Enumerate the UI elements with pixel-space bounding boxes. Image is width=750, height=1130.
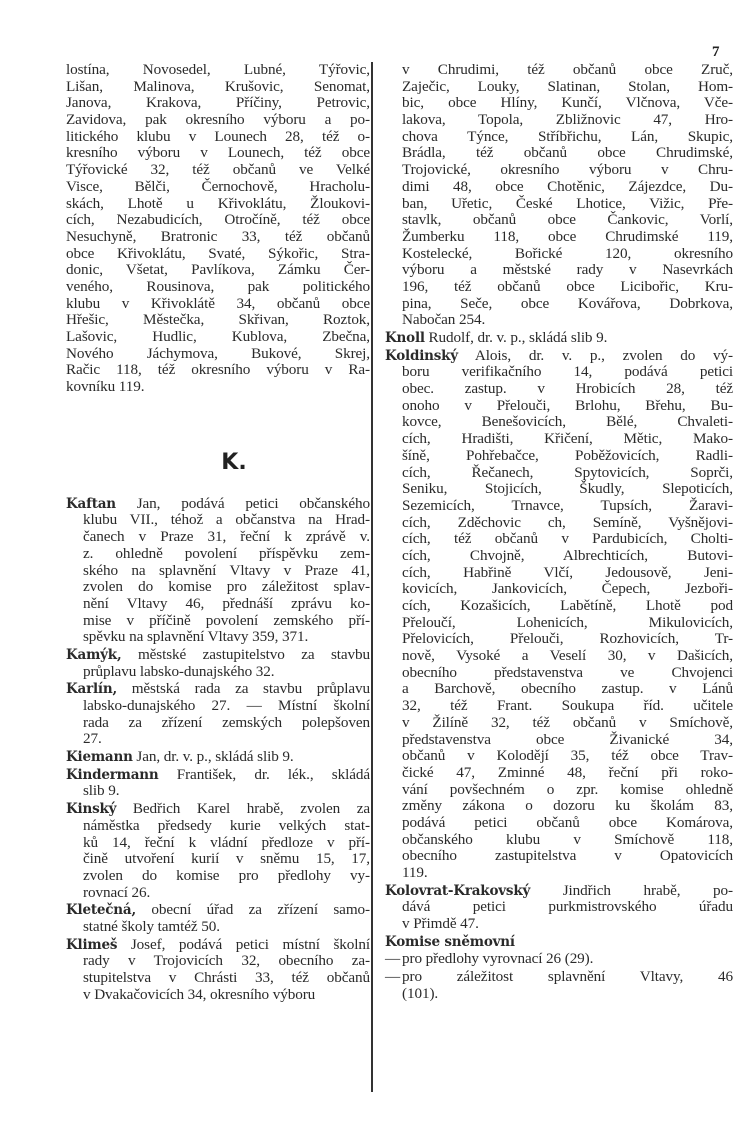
text-line: slib 9.	[83, 782, 120, 800]
entry-first-line	[385, 934, 733, 951]
index-entry	[385, 934, 733, 951]
text-line: a Barchově, obecního zastup. v Lánů	[402, 680, 733, 698]
entry-heading: Klimeš	[66, 936, 118, 953]
text-line: 196, též občanů obce Licibořic, Kru-	[402, 277, 733, 295]
text-line: kovce, Benešovicích, Bělé, Chvaleti-	[402, 413, 733, 431]
text-line: zvolen do komise pro předlohy vy-	[83, 866, 370, 884]
entry-text: Bedřich Karel hrabě, zvolen za	[132, 800, 370, 818]
text-line: cích, Zděchovic ch, Semíně, Vyšnějovi-	[402, 513, 733, 531]
text-line: labsko-dunajského 27. — Místní školní	[83, 697, 370, 714]
text-line: Nesuchyně, Bratronic 33, též občanů	[66, 227, 370, 245]
entry-heading: Koldinský	[385, 347, 458, 364]
column-divider	[371, 62, 373, 1092]
text-line: kovníku 119.	[66, 378, 145, 396]
text-line: v Přimdě 47.	[402, 915, 479, 933]
text-line: donic, Všetat, Pavlíkova, Zámku Čer-	[66, 261, 370, 279]
text-line: z. ohledně povolení příspěvku zem-	[83, 544, 370, 562]
text-line: klubu VII., téhož a občanstva na Hrad-	[83, 511, 370, 529]
entry-heading: Kindermann	[66, 766, 159, 783]
text-line: mise v příčině povolení zemského pří-	[83, 611, 370, 629]
komise-item	[385, 969, 733, 1002]
komise-text: pro záležitost splavnění Vltavy, 46	[402, 968, 733, 986]
entry-text: Jan, dr. v. p., skládá slib 9.	[136, 748, 294, 766]
entry-text: Rudolf, dr. v. p., skládá slib 9.	[428, 329, 608, 346]
text-line: obecního představenstva ve Chvojenci	[402, 663, 733, 681]
text-line: cích, Hradišti, Křičení, Mětic, Mako-	[402, 430, 733, 448]
text-line: chova Týnce, Stříbřichu, Lán, Skupic,	[402, 127, 733, 145]
text-line: Přeloučí, Lohenicích, Mikulovicích,	[402, 613, 733, 631]
text-line: kresního výboru v Lounech, též obce	[66, 144, 370, 162]
entry-heading: Komise sněmovní	[385, 933, 515, 950]
index-entry	[66, 681, 370, 748]
entry-heading: Kiemann	[66, 749, 133, 766]
text-line: ban, Uřetic, České Lhotice, Vižic, Pře-	[402, 194, 733, 212]
text-line: onoho v Přelouči, Brlohu, Břehu, Bu-	[402, 396, 733, 414]
text-line: klubu v Křivoklátě 34, občanů obce	[66, 294, 370, 312]
text-line: cích, Nezabudicích, Otročíně, též obce	[66, 211, 370, 229]
entry-first-line	[66, 801, 370, 818]
right-column	[385, 62, 733, 1003]
entry-text: Josef, podává petici místní školní	[130, 935, 370, 953]
entry-text: městská rada za stavbu průplavu	[131, 680, 370, 698]
text-line: nění Vltavy 46, přednáší zprávu ko-	[83, 594, 370, 612]
text-line: boru verifikačního 14, podává petici	[402, 363, 733, 381]
text-line: náměstka předsedy kurie velkých stat-	[83, 816, 370, 834]
entry-first-line	[66, 647, 370, 664]
text-line: obce Křivoklátu, Svaté, Sýkořic, Stra-	[66, 244, 370, 262]
text-line: Visce, Bělči, Černochově, Hracholu-	[66, 177, 370, 195]
text-line: v Dvakačovicích 34, okresního výboru	[83, 985, 316, 1003]
text-line: veného, Rousinova, pak politického	[66, 277, 370, 295]
page-number: 7	[712, 44, 720, 60]
index-entry	[66, 902, 370, 935]
text-line: představenstva obce Živanické 34,	[402, 730, 733, 748]
text-line: cích, Habřině Vlčí, Jedousově, Jeni-	[402, 563, 733, 581]
text-line: průplavu labsko-dunajského 32.	[83, 662, 275, 680]
text-line: zvolen do komise pro záležitost splav-	[83, 578, 370, 596]
section-letter: K.	[221, 449, 247, 475]
entry-first-line	[385, 883, 733, 900]
text-line: vání povšechném o zpr. komise ohledně	[402, 780, 733, 798]
entry-first-line	[385, 330, 733, 347]
text-line: bic, obce Hlíny, Kunčí, Vlčnova, Vče-	[402, 94, 733, 112]
entry-heading: Karlín,	[66, 681, 117, 698]
dash-mark: —	[385, 950, 401, 968]
komise-text: (101).	[402, 984, 439, 1002]
text-line: čině utvoření kurií v sněmu 15, 17,	[83, 850, 370, 868]
text-line: Lašovic, Hudlic, Kublova, Zbečna,	[66, 328, 370, 345]
text-line: Týřovické 32, též občanů ve Velké	[66, 161, 370, 179]
text-line: Přelovicích, Přelouči, Rozhovicích, Tr-	[402, 630, 733, 648]
text-line: lostína, Novosedel, Lubné, Týřovic,	[66, 61, 370, 78]
entry-heading: Kaftan	[66, 495, 116, 512]
entry-text: Jindřich hrabě, po-	[562, 881, 733, 899]
text-line: 32, též Frant. Soukupa říd. učitele	[402, 697, 733, 715]
text-line	[385, 986, 733, 1003]
index-entry	[66, 801, 370, 901]
text-line: podává petici občanů obce Komárova,	[402, 813, 733, 831]
entry-first-line	[66, 937, 370, 954]
entry-first-line	[66, 902, 370, 919]
index-entry	[66, 496, 370, 646]
text-line: Lišan, Malinova, Krušovic, Senomat,	[66, 77, 370, 95]
entry-first-line	[385, 348, 733, 365]
entry-text: obecní úřad za zřízení samo-	[151, 901, 370, 919]
text-line	[385, 951, 733, 968]
text-line: obecního zastupitelstva v Opatovicích	[402, 847, 733, 865]
index-entry	[66, 749, 370, 766]
text-line: skách, Lhotě u Křivoklátu, Žloukovi-	[66, 194, 370, 212]
dash-mark: —	[385, 968, 401, 986]
entry-text: městské zastupitelstvo za stavbu	[137, 645, 370, 663]
text-line: litického klubu v Lounech 28, též o-	[66, 127, 370, 145]
text-line: ského na splavnění Vltavy v Praze 41,	[83, 561, 370, 579]
entry-text: Jan, podává petici občanského	[136, 494, 370, 512]
entry-heading: Kamýk,	[66, 646, 122, 663]
text-line: čanech v Praze 31, řeční k zprávě v.	[83, 528, 370, 546]
text-line: Zavidova, pak okresního výboru a po-	[66, 111, 370, 129]
text-line: cích, též občanů v Pardubicích, Cholti-	[402, 530, 733, 548]
index-entry	[66, 937, 370, 1004]
text-line	[385, 969, 733, 986]
text-line: Brádla, též občanů obce Chrudimské,	[402, 144, 733, 162]
entry-heading: Kletečná,	[66, 902, 136, 919]
text-line: Kostelecké, Bořické 120, okresního	[402, 244, 733, 262]
text-line: občanů v Kolodějí 35, též obce Trav-	[402, 747, 733, 765]
entry-text: František, dr. lék., skládá	[176, 765, 370, 783]
text-line: dává petici purkmistrovského úřadu	[402, 898, 733, 916]
text-line: pina, Seče, obce Kovářova, Dobrkova,	[402, 294, 733, 312]
text-line: kovicích, Jankovicích, Čepech, Jezboři-	[402, 580, 733, 598]
text-line: cích, Řečanech, Spytovicích, Soprči,	[402, 463, 733, 481]
text-line: výboru a městské rady v Nasevrkách	[402, 261, 733, 279]
text-line: Zaječic, Louky, Slatinan, Stolan, Hom-	[402, 77, 733, 95]
text-line: 27.	[83, 730, 102, 748]
text-line: Seniku, Stojicích, Škudly, Slepoticích,	[402, 480, 733, 498]
entry-heading: Knoll	[385, 330, 425, 346]
text-line: 119.	[402, 864, 428, 881]
text-line: ků 14, řeční k vládní předloze v pří-	[83, 833, 370, 851]
index-entry	[66, 767, 370, 800]
entry-heading: Kolovrat-Krakovský	[385, 882, 531, 899]
text-line: Račic 118, též okresního výboru v Ra-	[66, 361, 370, 379]
index-entry	[66, 647, 370, 680]
text-line: stavlk, občanů obce Čankovic, Vorlí,	[402, 211, 733, 229]
text-line: Sezemicích, Trnavce, Tupsích, Žaravi-	[402, 496, 733, 514]
text-line: Nového Jáchymova, Bukové, Skrej,	[66, 344, 370, 362]
entry-first-line	[66, 681, 370, 698]
text-line: cích, Kozašicích, Labětíně, Lhotě pod	[402, 597, 733, 614]
text-line: statné školy tamtéž 50.	[83, 917, 220, 935]
text-line: lakova, Topola, Zbližnovic 47, Hro-	[402, 111, 733, 129]
text-line: Nabočan 254.	[402, 311, 486, 329]
komise-item	[385, 951, 733, 968]
text-line: rady v Trojovicích 32, obecního za-	[83, 952, 370, 970]
text-line: čické 47, Zminné 48, řeční při roko-	[402, 763, 733, 781]
entry-first-line	[66, 496, 370, 513]
text-line: rada za zřízení zemských polepšoven	[83, 713, 370, 731]
text-line: Trojovické, okresního výboru v Chru-	[402, 161, 733, 179]
text-line: Žumberku 118, obce Chrudimské 119,	[402, 227, 733, 245]
entry-text: Alois, dr. v. p., zvolen do vý-	[474, 346, 734, 364]
text-line: dimi 48, obce Chotěnic, Zájezdce, Du-	[402, 177, 733, 195]
text-line: občanského klubu v Smíchově 118,	[402, 830, 733, 848]
komise-text: pro předlohy vyrovnací 26 (29).	[402, 950, 594, 968]
entry-first-line	[66, 749, 370, 766]
text-line: změny zákona o dozoru ku školám 83,	[402, 797, 733, 815]
left-column	[66, 62, 370, 1003]
text-line: nově, Vysoké a Veselí 30, v Dašicích,	[402, 647, 733, 665]
text-line: Hřešic, Městečka, Skřivan, Roztok,	[66, 311, 370, 329]
text-line: stupitelstva v Chrásti 33, též občanů	[83, 969, 370, 986]
entry-first-line	[66, 767, 370, 784]
text-line: obec. zastup. v Hrobicích 28, též	[402, 380, 733, 398]
text-line: Janova, Krakova, Příčiny, Petrovic,	[66, 94, 370, 112]
text-line: rovnací 26.	[83, 883, 151, 901]
text-line: šíně, Pohřebačce, Poběžovicích, Radli-	[402, 446, 733, 464]
entry-heading: Kinský	[66, 801, 117, 818]
text-line: cích, Chvojně, Albrechticích, Butovi-	[402, 546, 733, 564]
text-line: v Chrudimi, též občanů obce Zruč,	[402, 61, 733, 78]
index-entry	[385, 883, 733, 933]
index-entry	[385, 330, 733, 347]
index-entry	[385, 348, 733, 882]
text-line: spěvku na splavnění Vltavy 359, 371.	[83, 628, 309, 646]
text-line: v Žilíně 32, též občanů v Smíchově,	[402, 713, 733, 731]
